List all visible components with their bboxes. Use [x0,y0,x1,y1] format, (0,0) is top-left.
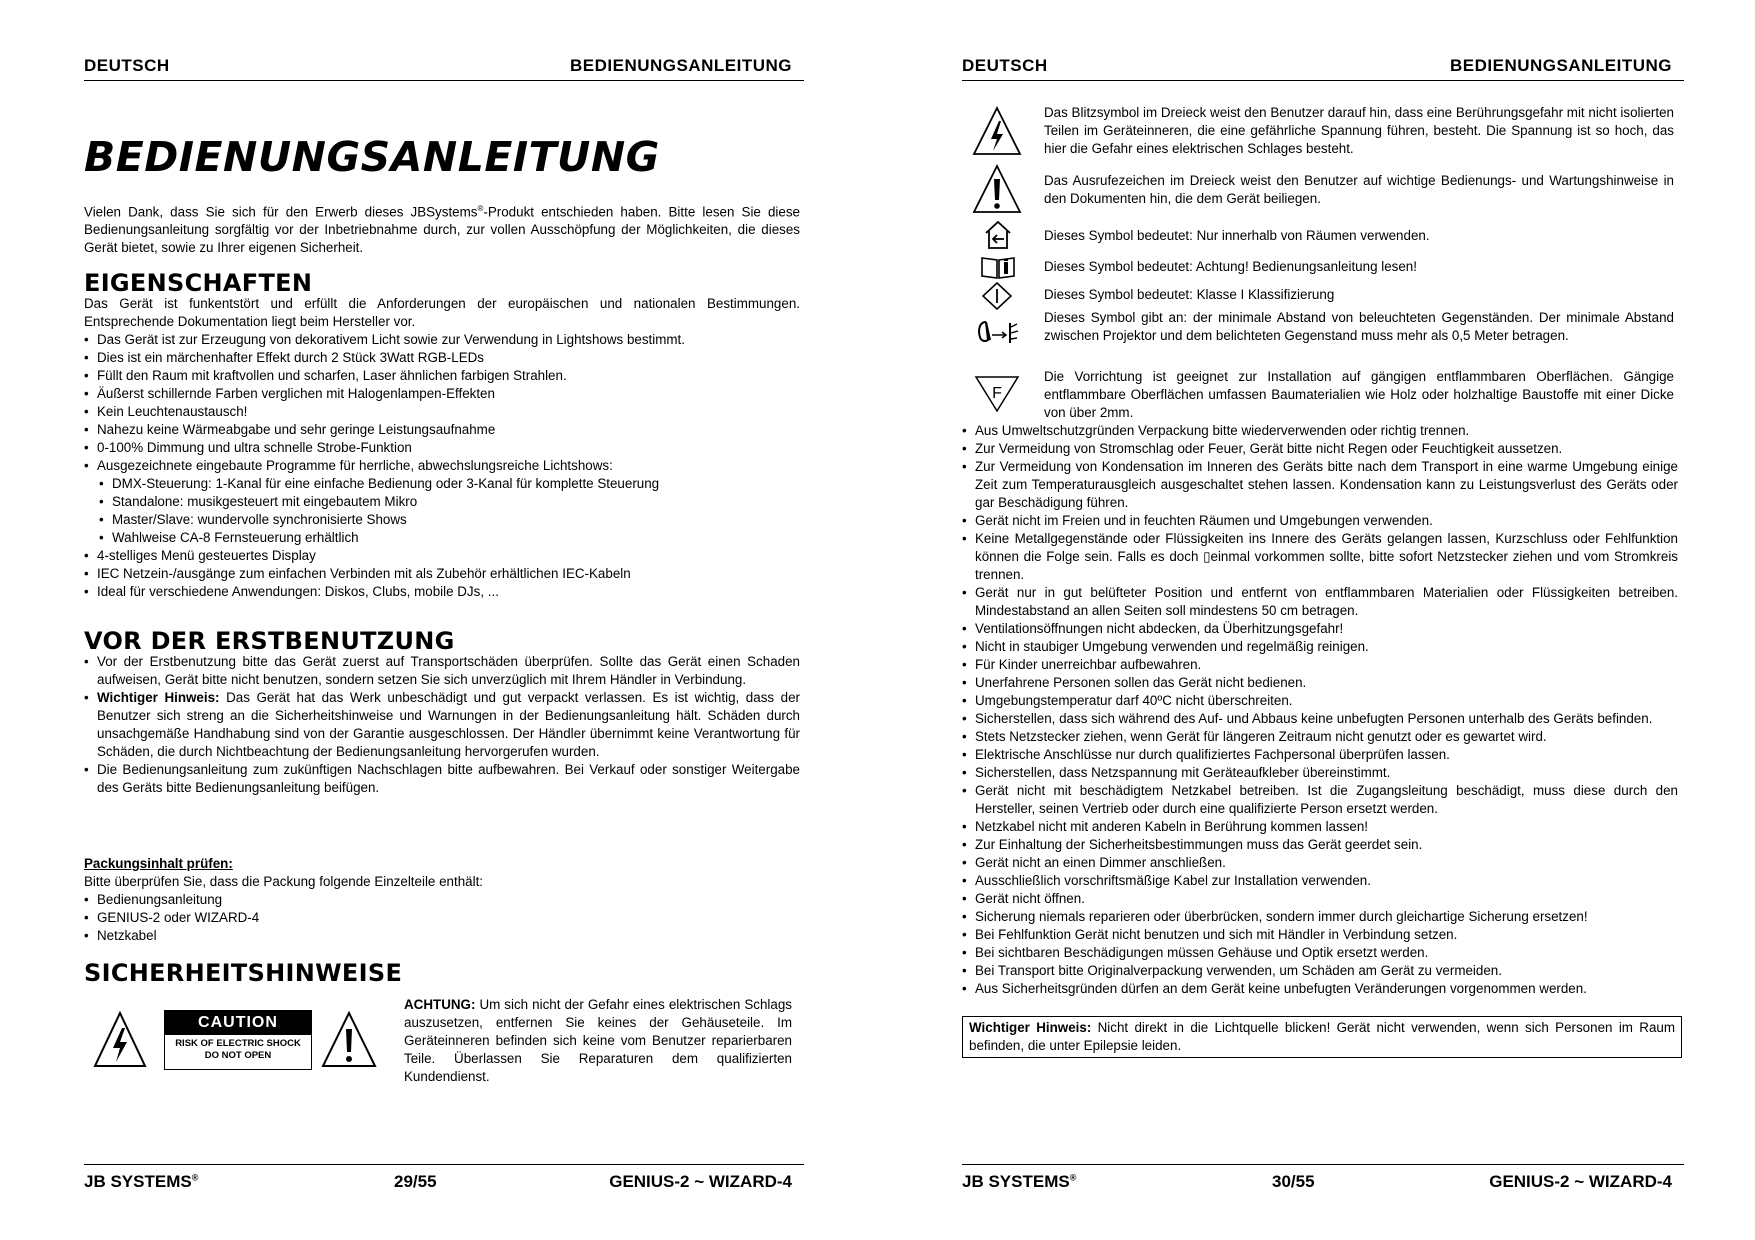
page-number: 30/55 [1272,1172,1315,1191]
list-item: • Wahlweise CA-8 Fernsteuerung erhältlich [84,529,800,547]
symbol-text: Die Vorrichtung ist geeignet zur Installation auf gängigen entflammbaren Oberflächen. Gängige entflammbare Oberflächen umfassen Baumaterialien wie Holz oder holzhaltige Baustoffe mit einer Dicke von über 2mm. [1044,369,1674,420]
safety-section [84,959,800,987]
important-label: Wichtiger Hinweis: [97,690,220,705]
list-item: • Bei Fehlfunktion Gerät nicht benutzen und sich mit Händler in Verbindung setzen. [962,926,1678,944]
brand-text: JB SYSTEMS [962,1172,1070,1191]
features-section [84,269,800,601]
exclamation-triangle-icon [972,164,1022,216]
page-footer [84,1164,804,1195]
notice-label: Wichtiger Hinweis: [969,1020,1092,1035]
before-use-heading: VOR DER ERSTBENUTZUNG [84,627,455,655]
list-item: • Nahezu keine Wärmeabgabe und sehr geringe Leistungsaufnahme [84,421,800,439]
symbol-text: Dieses Symbol bedeutet: Achtung! Bedienungsanleitung lesen! [1044,259,1417,274]
symbol-text: Das Ausrufezeichen im Dreieck weist den Benutzer auf wichtige Bedienungs- und Wartungshinweise in den Dokumenten hin, die dem Gerät beiliegen. [1044,173,1674,206]
list-item: • Standalone: musikgesteuert mit eingebautem Mikro [84,493,800,511]
left-page [84,0,804,1240]
list-item: • Zur Einhaltung der Sicherheitsbestimmungen muss das Gerät geerdet sein. [962,836,1678,854]
list-item: • Dies ist ein märchenhafter Effekt durch 2 Stück 3Watt RGB-LEDs [84,349,800,367]
page-title: BEDIENUNGSANLEITUNG [84,133,660,181]
list-item: • Gerät nicht an einen Dimmer anschließen. [962,854,1678,872]
safety-list [962,422,1678,998]
list-item: • Nicht in staubiger Umgebung verwenden und regelmäßig reinigen. [962,638,1678,656]
notice-text: Nicht direkt in die Lichtquelle blicken! Gerät nicht verwenden, wenn sich Personen im Raum befinden, die unter Epilepsie leiden. [969,1020,1675,1053]
caution-label [164,1010,312,1070]
list-item: • Ausgezeichnete eingebaute Programme für herrliche, abwechslungsreiche Lichtshows: [84,457,800,475]
list-item: • Das Gerät ist zur Erzeugung von dekorativem Licht sowie zur Verwendung in Lightshows bestimmt. [84,331,800,349]
read-manual-icon [980,254,1016,280]
list-item: • Äußerst schillernde Farben verglichen mit Halogenlampen-Effekten [84,385,800,403]
symbol-text: Dieses Symbol bedeutet: Nur innerhalb von Räumen verwenden. [1044,228,1430,243]
list-item: • IEC Netzein-/ausgänge zum einfachen Verbinden mit als Zubehör erhältlichen IEC-Kabeln [84,565,800,583]
package-section [84,855,800,945]
brand-reg: ® [1069,1172,1077,1183]
list-item: • Netzkabel nicht mit anderen Kabeln in Berührung kommen lassen! [962,818,1678,836]
registered-mark: ® [477,204,484,213]
list-item: • Vor der Erstbenutzung bitte das Gerät zuerst auf Transportschäden überprüfen. Sollte das Gerät einen Schaden aufweisen, Gerät bitte nicht benutzen, sondern setzen Sie sich unverzüglich mit Ihrem Händler in Verbindung. [84,653,800,689]
list-item: • Sicherstellen, dass Netzspannung mit Geräteaufkleber übereinstimmt. [962,764,1678,782]
caution-line-2: DO NOT OPEN [204,1050,272,1061]
features-intro: Das Gerät ist funkentstört und erfüllt die Anforderungen der europäischen und nationalen Bestimmungen. Entsprechende Dokumentation liegt beim Hersteller vor. [84,296,800,329]
symbol-text: Dieses Symbol gibt an: der minimale Abstand von beleuchteten Gegenständen. Der minimale Abstand zwischen Projektor und dem belichteten Gegenstand muss mehr als 0,5 Meter betragen. [1044,310,1674,343]
list-item: • Elektrische Anschlüsse nur durch qualifiziertes Fachpersonal überprüfen lassen. [962,746,1678,764]
before-use-section [84,627,801,797]
symbol-text: Das Blitzsymbol im Dreieck weist den Benutzer darauf hin, dass eine Berührungsgefahr mit nicht isolierten Teilen im Geräteinneren, die eine gefährliche Spannung führen, besteht. Die Spannung ist so hoch, das hier die Gefahr eines elektrischen Schlages besteht. [1044,105,1674,156]
flammable-letter: F [992,385,1002,402]
safety-list-section [962,422,1678,998]
footer-model: GENIUS-2 ~ WIZARD-4 [609,1172,792,1191]
flammable-surface-icon [974,374,1020,414]
features-list-2 [84,547,800,601]
features-list [84,331,800,475]
list-item: • Bei Transport bitte Originalverpackung verwenden, um Schäden am Gerät zu vermeiden. [962,962,1678,980]
lightning-triangle-icon [92,1010,148,1070]
list-item: • Die Bedienungsanleitung zum zukünftigen Nachschlagen bitte aufbewahren. Bei Verkauf oder sonstiger Weitergabe des Geräts bitte Bedienungsanleitung beifügen. [84,761,800,797]
list-item: • Sicherstellen, dass sich während des Auf- und Abbaus keine unbefugten Personen unterhalb des Geräts befinden. [962,710,1678,728]
list-item: • Aus Umweltschutzgründen Verpackung bitte wiederverwenden oder richtig trennen. [962,422,1678,440]
list-item: • Umgebungstemperatur darf 40ºC nicht überschreiten. [962,692,1678,710]
caution-title: CAUTION [165,1011,311,1035]
list-item: • Gerät nicht öffnen. [962,890,1678,908]
list-item: • GENIUS-2 oder WIZARD-4 [84,909,800,927]
brand-reg: ® [191,1172,199,1183]
list-item: • Bei sichtbaren Beschädigungen müssen Gehäuse und Optik ersetzt werden. [962,944,1678,962]
page-footer [962,1164,1684,1195]
list-item [84,689,800,761]
list-item: • Ventilationsöffnungen nicht abdecken, da Überhitzungsgefahr! [962,620,1678,638]
list-item: • Unerfahrene Personen sollen das Gerät nicht bedienen. [962,674,1678,692]
package-intro: Bitte überprüfen Sie, dass die Packung folgende Einzelteile enthält: [84,874,484,889]
warning-label: ACHTUNG: [404,997,476,1012]
list-item: • Stets Netzstecker ziehen, wenn Gerät für längeren Zeitraum nicht genutzt oder es gewartet wird. [962,728,1678,746]
list-item: • Aus Sicherheitsgründen dürfen an dem Gerät keine unbefugten Veränderungen vorgenommen werden. [962,980,1678,998]
list-item: • Netzkabel [84,927,800,945]
intro-text-2: -Produkt entschieden haben. Bitte lesen Sie diese Bedienungsanleitung sorgfältig vor der Inbetriebnahme durch, zur vollen Ausschöpfung der Möglichkeiten, die dieses Gerät bietet, sowie zu Ihrer eigenen Sicherheit. [84,204,800,256]
list-item: • Zur Vermeidung von Kondensation im Inneren des Geräts bitte nach dem Transport in eine warme Umgebung einige Zeit zum Temperaturausgleich ausgeschaltet stehen lassen. Kondensation kann zu Leistungsverlust des Geräts oder gar Beschädigung führen. [962,458,1678,512]
page-header [84,54,804,81]
class-one-icon [982,282,1012,310]
brand-text: JB SYSTEMS [84,1172,192,1191]
list-item: • Für Kinder unerreichbar aufbewahren. [962,656,1678,674]
list-item: • Sicherung niemals reparieren oder überbrücken, sondern immer durch gleichartige Sicherung ersetzen! [962,908,1678,926]
list-item: • Keine Metallgegenstände oder Flüssigkeiten ins Innere des Geräts gelangen lassen, Kurzschluss oder Fehlfunktion können die Folge sein. Falls es doch ▯einmal vorkommen sollte, bitte sofort Netzstecker ziehen und vom Stromkreis trennen. [962,530,1678,584]
list-item: • DMX-Steuerung: 1-Kanal für eine einfache Bedienung oder 3-Kanal für komplette Steuerung [84,475,800,493]
list-item: • Füllt den Raum mit kraftvollen und scharfen, Laser ähnlichen farbigen Strahlen. [84,367,800,385]
intro-text-1: Vielen Dank, dass Sie sich für den Erwerb dieses JBSystems [84,204,478,220]
package-heading: Packungsinhalt prüfen: [84,856,233,871]
safety-heading: SICHERHEITSHINWEISE [84,959,403,987]
header-title: BEDIENUNGSANLEITUNG [569,56,792,75]
right-page [962,0,1684,1240]
footer-model: GENIUS-2 ~ WIZARD-4 [1489,1172,1672,1191]
intro-paragraph [84,200,800,257]
indoor-use-icon [982,219,1014,251]
lightning-triangle-icon [972,106,1022,158]
list-item: • Master/Slave: wundervolle synchronisierte Shows [84,511,800,529]
caution-line-1: RISK OF ELECTRIC SHOCK [175,1038,301,1049]
package-list [84,891,800,945]
min-distance-icon [976,319,1024,345]
header-language: DEUTSCH [84,56,170,75]
symbol-text: Dieses Symbol bedeutet: Klasse I Klassifizierung [1044,287,1335,302]
list-item: • Zur Vermeidung von Stromschlag oder Feuer, Gerät bitte nicht Regen oder Feuchtigkeit aussetzen. [962,440,1678,458]
list-item: • 0-100% Dimmung und ultra schnelle Strobe-Funktion [84,439,800,457]
header-title: BEDIENUNGSANLEITUNG [1449,56,1672,75]
list-item: • Ideal für verschiedene Anwendungen: Diskos, Clubs, mobile DJs, ... [84,583,800,601]
list-item: • Ausschließlich vorschriftsmäßige Kabel zur Installation verwenden. [962,872,1678,890]
page-header [962,54,1684,81]
header-language: DEUTSCH [962,56,1048,75]
list-item: • 4-stelliges Menü gesteuertes Display [84,547,800,565]
list-item: • Kein Leuchtenaustausch! [84,403,800,421]
important-text: Das Gerät hat das Werk unbeschädigt und gut verpackt verlassen. Es ist wichtig, dass der Benutzer sich streng an die Sicherheitshinweise und Warnungen in der Bedienungsanleitung hält. Schäden durch unsachgemäße Handhabung sind von der Garantie ausgeschlossen. Der Händler übernimmt keine Verantwortung für Schäden, die durch Nichtbeachtung der Bedienungsanleitung hervorgerufen wurden. [97,690,801,759]
list-item: • Gerät nur in gut belüfteter Position und entfernt von entflammbaren Materialien oder Flüssigkeiten betreiben. Mindestabstand an allen Seiten soll mindestens 50 cm betragen. [962,584,1678,620]
warning-text: Um sich nicht der Gefahr eines elektrischen Schlags auszusetzen, entfernen Sie keines der Gehäuseteile. Im Geräteinneren befinden sich keine vom Benutzer reparierbaren Teile. Überlassen Sie Reparaturen dem qualifizierten Kundendienst. [404,997,792,1084]
safety-warning [404,996,792,1086]
features-sublist [84,475,800,547]
list-item: • Gerät nicht mit beschädigtem Netzkabel betreiben. Ist die Zugangsleitung beschädigt, muss diese durch den Hersteller, seinen Vertrieb oder durch eine qualifizierte Person ersetzt werden. [962,782,1678,818]
exclamation-triangle-icon [320,1010,378,1070]
page-number: 29/55 [394,1172,437,1191]
footer-brand [962,1172,1076,1192]
list-item: • Bedienungsanleitung [84,891,800,909]
list-item: • Gerät nicht im Freien und in feuchten Räumen und Umgebungen verwenden. [962,512,1678,530]
before-use-list [84,653,800,797]
footer-brand [84,1172,198,1192]
important-notice-box [962,1016,1682,1058]
features-heading: EIGENSCHAFTEN [84,269,313,297]
